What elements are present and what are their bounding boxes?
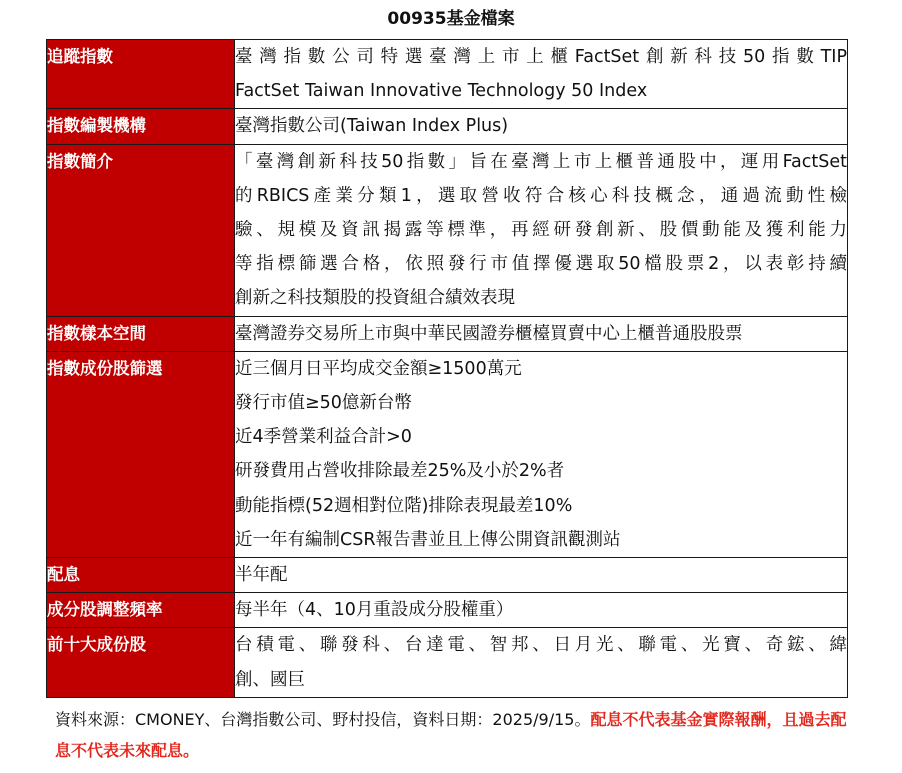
- value-line: 的RBICS產業分類1，選取營收符合核心科技概念，通過流動性檢: [235, 185, 847, 206]
- row-label: 追蹤指數: [47, 40, 235, 109]
- table-row-dividend: [47, 558, 848, 593]
- table-row-tracking-index: [47, 40, 848, 109]
- row-label: 成分股調整頻率: [47, 593, 235, 628]
- value-line: 驗、規模及資訊揭露等標準，再經研發創新、股價動能及獲利能力: [235, 220, 847, 241]
- row-value: [235, 144, 848, 316]
- row-value: [235, 628, 848, 697]
- row-value: [235, 316, 848, 351]
- value-line: 研發費用占營收排除最差25%及小於2%者: [235, 461, 565, 482]
- value-line: 臺灣證券交易所上市與中華民國證券櫃檯買賣中心上櫃普通股股票: [235, 323, 743, 344]
- table-row-top-holdings: [47, 628, 848, 697]
- disclaimer: 配息不代表基金實際報酬，且過去配息不代表未來配息。: [55, 710, 847, 760]
- table-row-index-provider: [47, 109, 848, 144]
- value-line: 臺灣指數公司(Taiwan Index Plus): [235, 116, 509, 137]
- value-line: FactSet Taiwan Innovative Technology 50 Index: [235, 81, 648, 102]
- value-line: 台積電、聯發科、台達電、智邦、日月光、聯電、光寶、奇鋐、緯: [235, 635, 847, 656]
- row-label: 指數成份股篩選: [47, 351, 235, 557]
- row-label: 前十大成份股: [47, 628, 235, 697]
- table-row-screening: [47, 351, 848, 557]
- value-line: 近三個月日平均成交金額≥1500萬元: [235, 358, 522, 379]
- row-value: [235, 558, 848, 593]
- value-line: 創新之科技類股的投資組合績效表現: [235, 288, 515, 309]
- row-label: 指數簡介: [47, 144, 235, 316]
- source-note: 資料來源：CMONEY、台灣指數公司、野村投信，資料日期：2025/9/15。: [55, 710, 591, 729]
- table-row-rebalance: [47, 593, 848, 628]
- row-value: [235, 40, 848, 109]
- row-value: [235, 109, 848, 144]
- row-label: 指數編製機構: [47, 109, 235, 144]
- row-value: [235, 593, 848, 628]
- row-label: 指數樣本空間: [47, 316, 235, 351]
- page-title: 00935基金檔案: [387, 9, 515, 29]
- value-line: 等指標篩選合格，依照發行市值擇優選取50檔股票2，以表彰持續: [235, 254, 847, 275]
- footer-note: [55, 704, 855, 766]
- value-line: 臺灣指數公司特選臺灣上市上櫃FactSet創新科技50指數TIP: [235, 47, 847, 67]
- table-row-sample-universe: [47, 316, 848, 351]
- value-line: 發行市值≥50億新台幣: [235, 393, 412, 414]
- row-label: 配息: [47, 558, 235, 593]
- fund-profile-table: [46, 39, 848, 698]
- value-line: 「臺灣創新科技50指數」旨在臺灣上市上櫃普通股中，運用FactSet: [235, 151, 847, 172]
- value-line: 每半年（4、10月重設成分股權重）: [235, 600, 514, 621]
- value-line: 近一年有編制CSR報告書並且上傳公開資訊觀測站: [235, 529, 621, 550]
- table-row-index-summary: [47, 144, 848, 316]
- value-line: 創、國巨: [235, 669, 305, 690]
- value-line: 半年配: [235, 565, 288, 586]
- value-line: 動能指標(52週相對位階)排除表現最差10%: [235, 495, 573, 516]
- row-value: [235, 351, 848, 557]
- value-line: 近4季營業利益合計>0: [235, 427, 412, 448]
